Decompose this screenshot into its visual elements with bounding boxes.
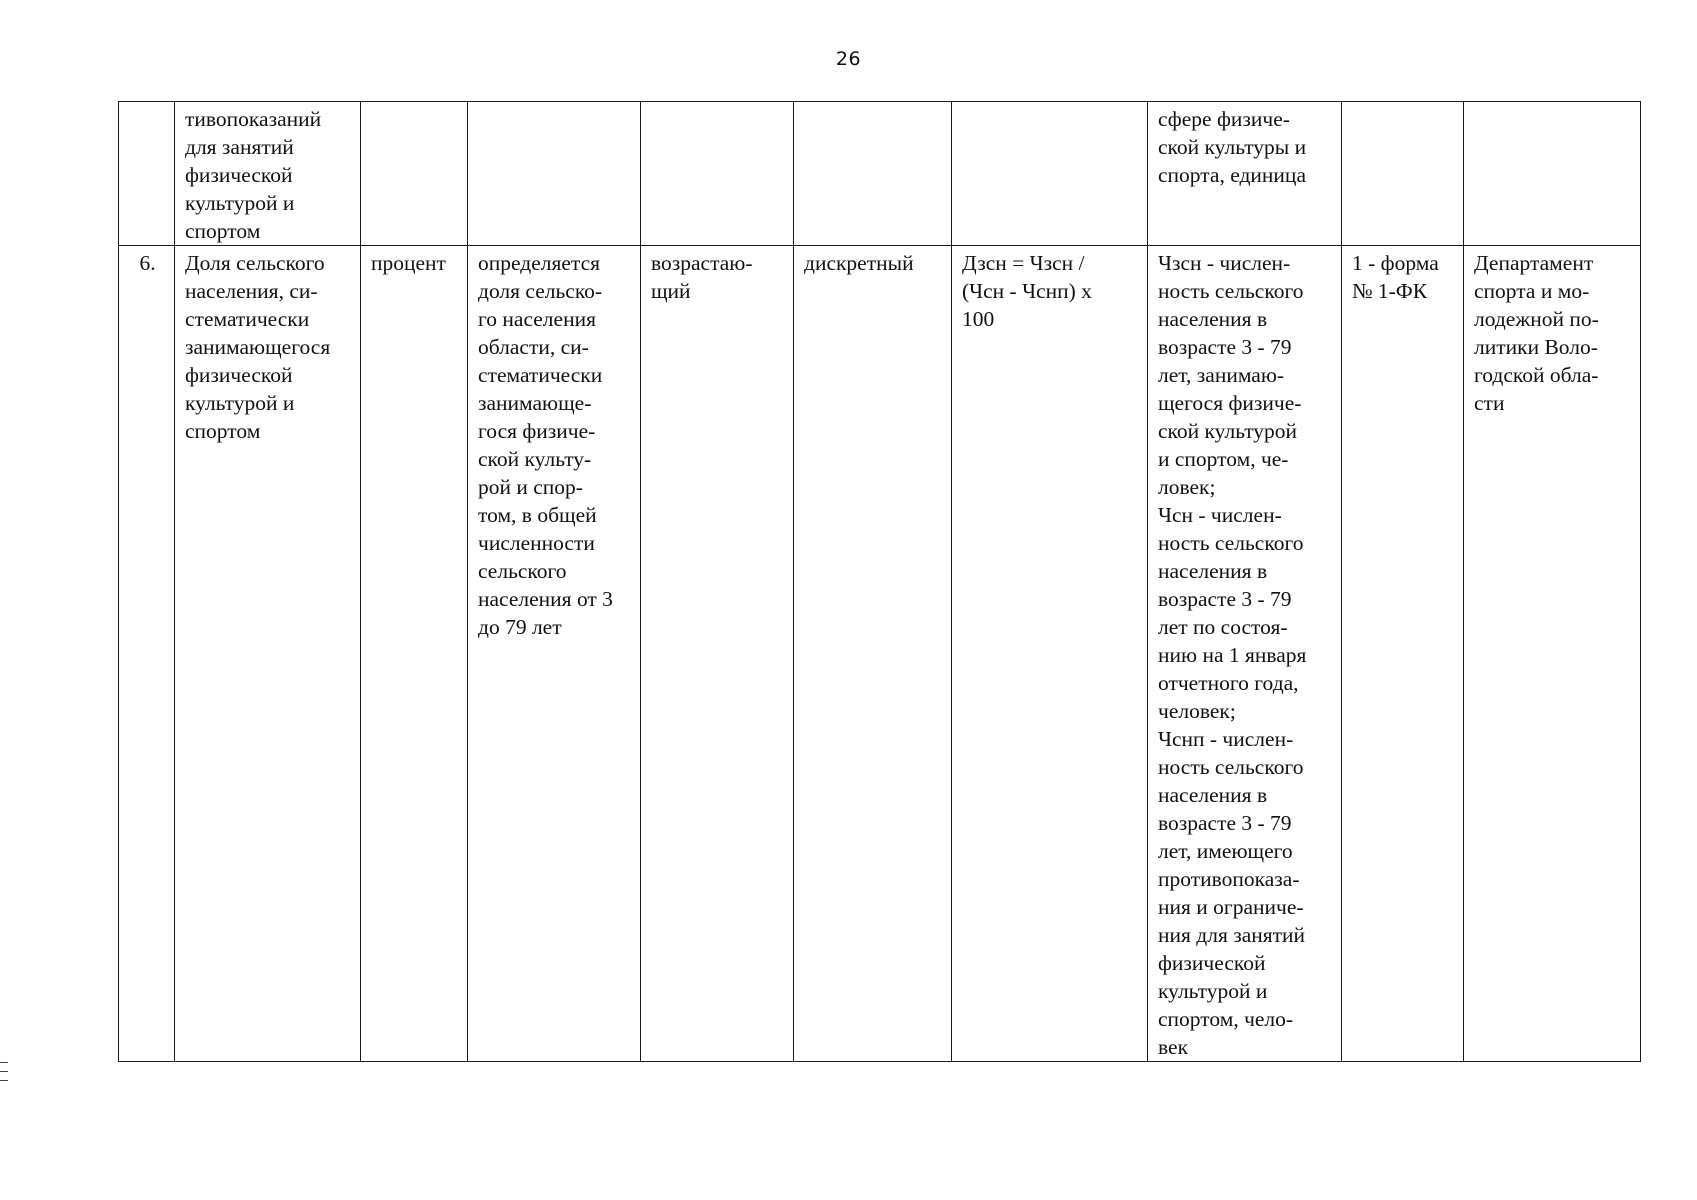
cell-num: 6. <box>119 246 175 1062</box>
cell-definition <box>468 102 641 246</box>
indicator-table <box>118 101 1641 1062</box>
cell-indicator-name: тивопоказаний для занятий физической культурой и спортом <box>175 102 361 246</box>
cell-type: дискретный <box>794 246 952 1062</box>
cell-responsible <box>1464 102 1641 246</box>
cell-formula <box>952 102 1148 246</box>
page-number: 26 <box>835 48 862 70</box>
cell-num <box>119 102 175 246</box>
margin-mark <box>0 1071 8 1072</box>
cell-unit: процент <box>361 246 468 1062</box>
cell-indicator-name: Доля сельского населения, си- стематически занимающегося физической культурой и спортом <box>175 246 361 1062</box>
table-row-continuation <box>119 102 1641 246</box>
cell-definition: определяется доля сельско- го населения области, си- стематически занимающе- гося физиче- ской культу- рой и спор- том, в общей численности сельского населения от 3 до 79 лет <box>468 246 641 1062</box>
cell-source: 1 - форма № 1-ФК <box>1342 246 1464 1062</box>
table-row-6 <box>119 246 1641 1062</box>
cell-trend <box>641 102 794 246</box>
cell-source <box>1342 102 1464 246</box>
margin-mark <box>0 1062 8 1063</box>
cell-responsible: Департамент спорта и мо- лодежной по- литики Воло- годской обла- сти <box>1464 246 1641 1062</box>
margin-mark <box>0 1080 8 1081</box>
cell-variables: Чзсн - числен- ность сельского населения в возрасте 3 - 79 лет, занимаю- щегося физиче- ской культурой и спортом, че- ловек; Чсн - числен- ность сельского населения в возрасте 3 - 79 лет по состоя- нию на 1 января отчетного года, человек; Чснп - числен- ность сельского населения в возрасте 3 - 79 лет, имеющего противопоказа- ния и ограниче- ния для занятий физической культурой и спортом, чело- век <box>1148 246 1342 1062</box>
cell-unit <box>361 102 468 246</box>
cell-variables: сфере физиче- ской культуры и спорта, единица <box>1148 102 1342 246</box>
cell-trend: возрастаю- щий <box>641 246 794 1062</box>
cell-formula: Дзсн = Чзсн / (Чсн - Чснп) х 100 <box>952 246 1148 1062</box>
cell-type <box>794 102 952 246</box>
